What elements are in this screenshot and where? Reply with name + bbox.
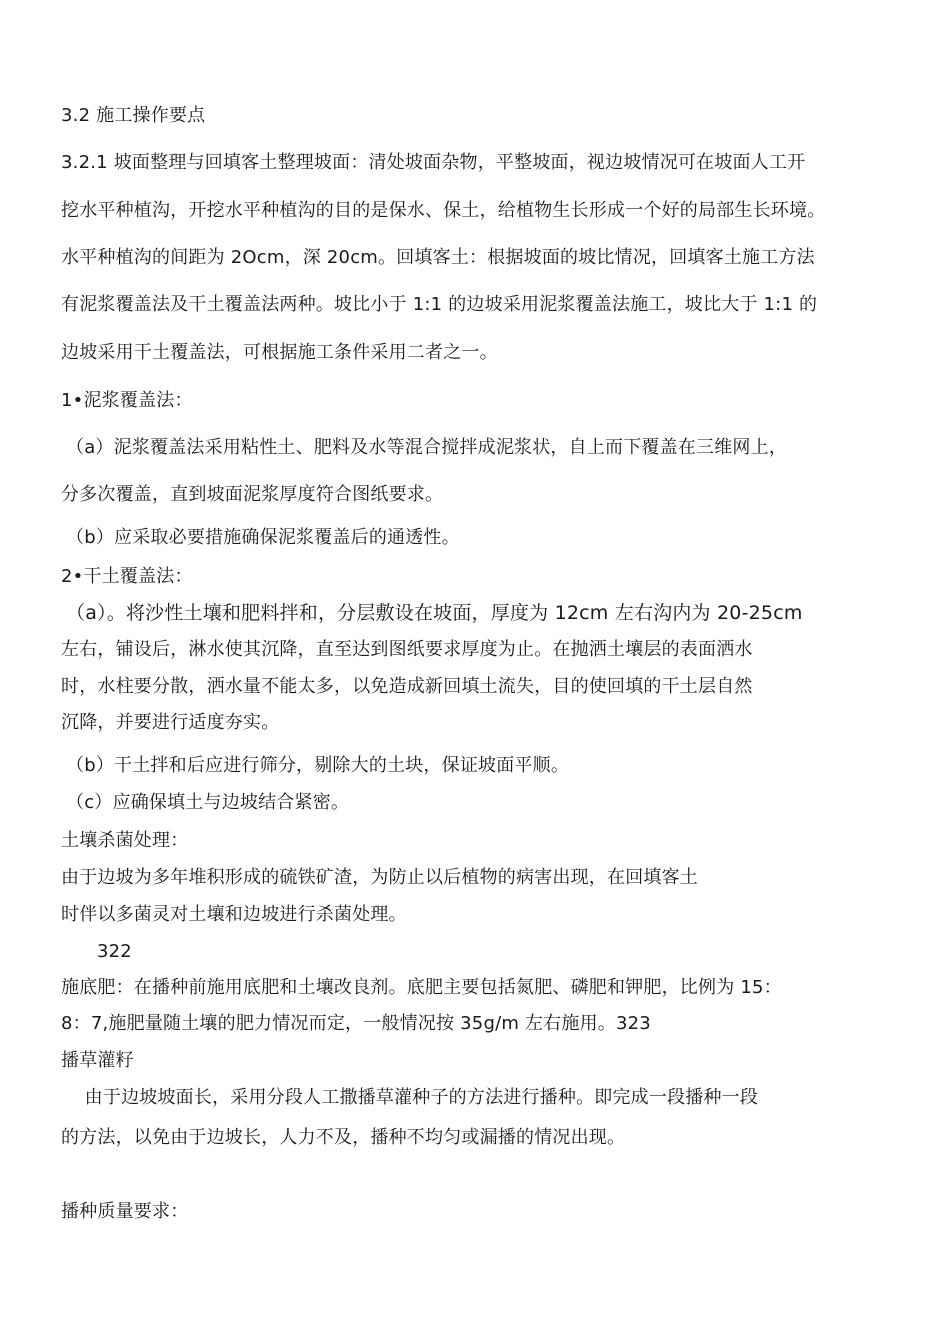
paragraph-line: 挖水平种植沟，开挖水平种植沟的目的是保水、保土，给植物生长形成一个好的局部生长环境。: [61, 200, 826, 221]
mud-item-a-line: 分多次覆盖，直到坡面泥浆厚度符合图纸要求。: [61, 484, 444, 505]
sowing-line: 的方法，以免由于边坡长，人力不及，播种不均匀或漏播的情况出现。: [61, 1127, 626, 1148]
soil-line: 时伴以多菌灵对土壤和边坡进行杀菌处理。: [61, 904, 407, 925]
paragraph-line: 有泥浆覆盖法及干土覆盖法两种。坡比小于 1:1 的边坡采用泥浆覆盖法施工，坡比大于 1:1 的: [61, 294, 818, 315]
dry-item-a-line: 沉降，并要进行适度夯实。: [61, 712, 280, 733]
section-number-322: 322: [97, 941, 132, 962]
dry-item-a-line: （a）。将沙性土壤和肥料拌和，分层敷设在坡面，厚度为 12cm 左右沟内为 20-25cm: [66, 602, 803, 624]
dry-item-c: （c）应确保填土与边坡结合紧密。: [66, 792, 350, 813]
paragraph-line: 3.2.1 坡面整理与回填客土整理坡面：清处坡面杂物，平整坡面，视边坡情况可在坡面人工开: [61, 152, 806, 173]
mud-item-a-line: （a）泥浆覆盖法采用粘性土、肥料及水等混合搅拌成泥浆状，自上而下覆盖在三维网上，: [66, 437, 788, 458]
sowing-heading: 播草灌籽: [61, 1050, 134, 1071]
paragraph-line: 水平种植沟的间距为 2Ocm，深 20cm。回填客土：根据坡面的坡比情况，回填客土施工方法: [61, 247, 815, 268]
dry-item-b: （b）干土拌和后应进行筛分，剔除大的土块，保证坡面平顺。: [66, 755, 570, 776]
soil-line: 由于边坡为多年堆积形成的硫铁矿渣，为防止以后植物的病害出现，在回填客土: [61, 867, 698, 888]
soil-heading: 土壤杀菌处理：: [61, 830, 189, 851]
dry-method-heading: 2•干土覆盖法：: [61, 566, 193, 587]
mud-item-b: （b）应采取必要措施确保泥浆覆盖后的通透性。: [66, 527, 460, 548]
mud-method-heading: 1•泥浆覆盖法：: [61, 390, 193, 411]
quality-heading: 播种质量要求：: [61, 1201, 189, 1222]
fertilizer-line: 施底肥：在播种前施用底肥和土壤改良剂。底肥主要包括氮肥、磷肥和钾肥，比例为 15：: [61, 977, 782, 998]
paragraph-line: 边坡采用干土覆盖法，可根据施工条件采用二者之一。: [61, 342, 498, 363]
sowing-line: 由于边坡坡面长，采用分段人工撒播草灌种子的方法进行播种。即完成一段播种一段: [61, 1087, 759, 1108]
section-heading: 3.2 施工操作要点: [61, 105, 206, 126]
dry-item-a-line: 左右，铺设后，淋水使其沉降，直至达到图纸要求厚度为止。在抛洒土壤层的表面洒水: [61, 639, 753, 660]
dry-item-a-line: 时，水柱要分散，洒水量不能太多，以免造成新回填土流失，目的使回填的干土层自然: [61, 676, 753, 697]
fertilizer-line: 8：7,施肥量随土壤的肥力情况而定，一般情况按 35g/m 左右施用。323: [61, 1013, 651, 1034]
